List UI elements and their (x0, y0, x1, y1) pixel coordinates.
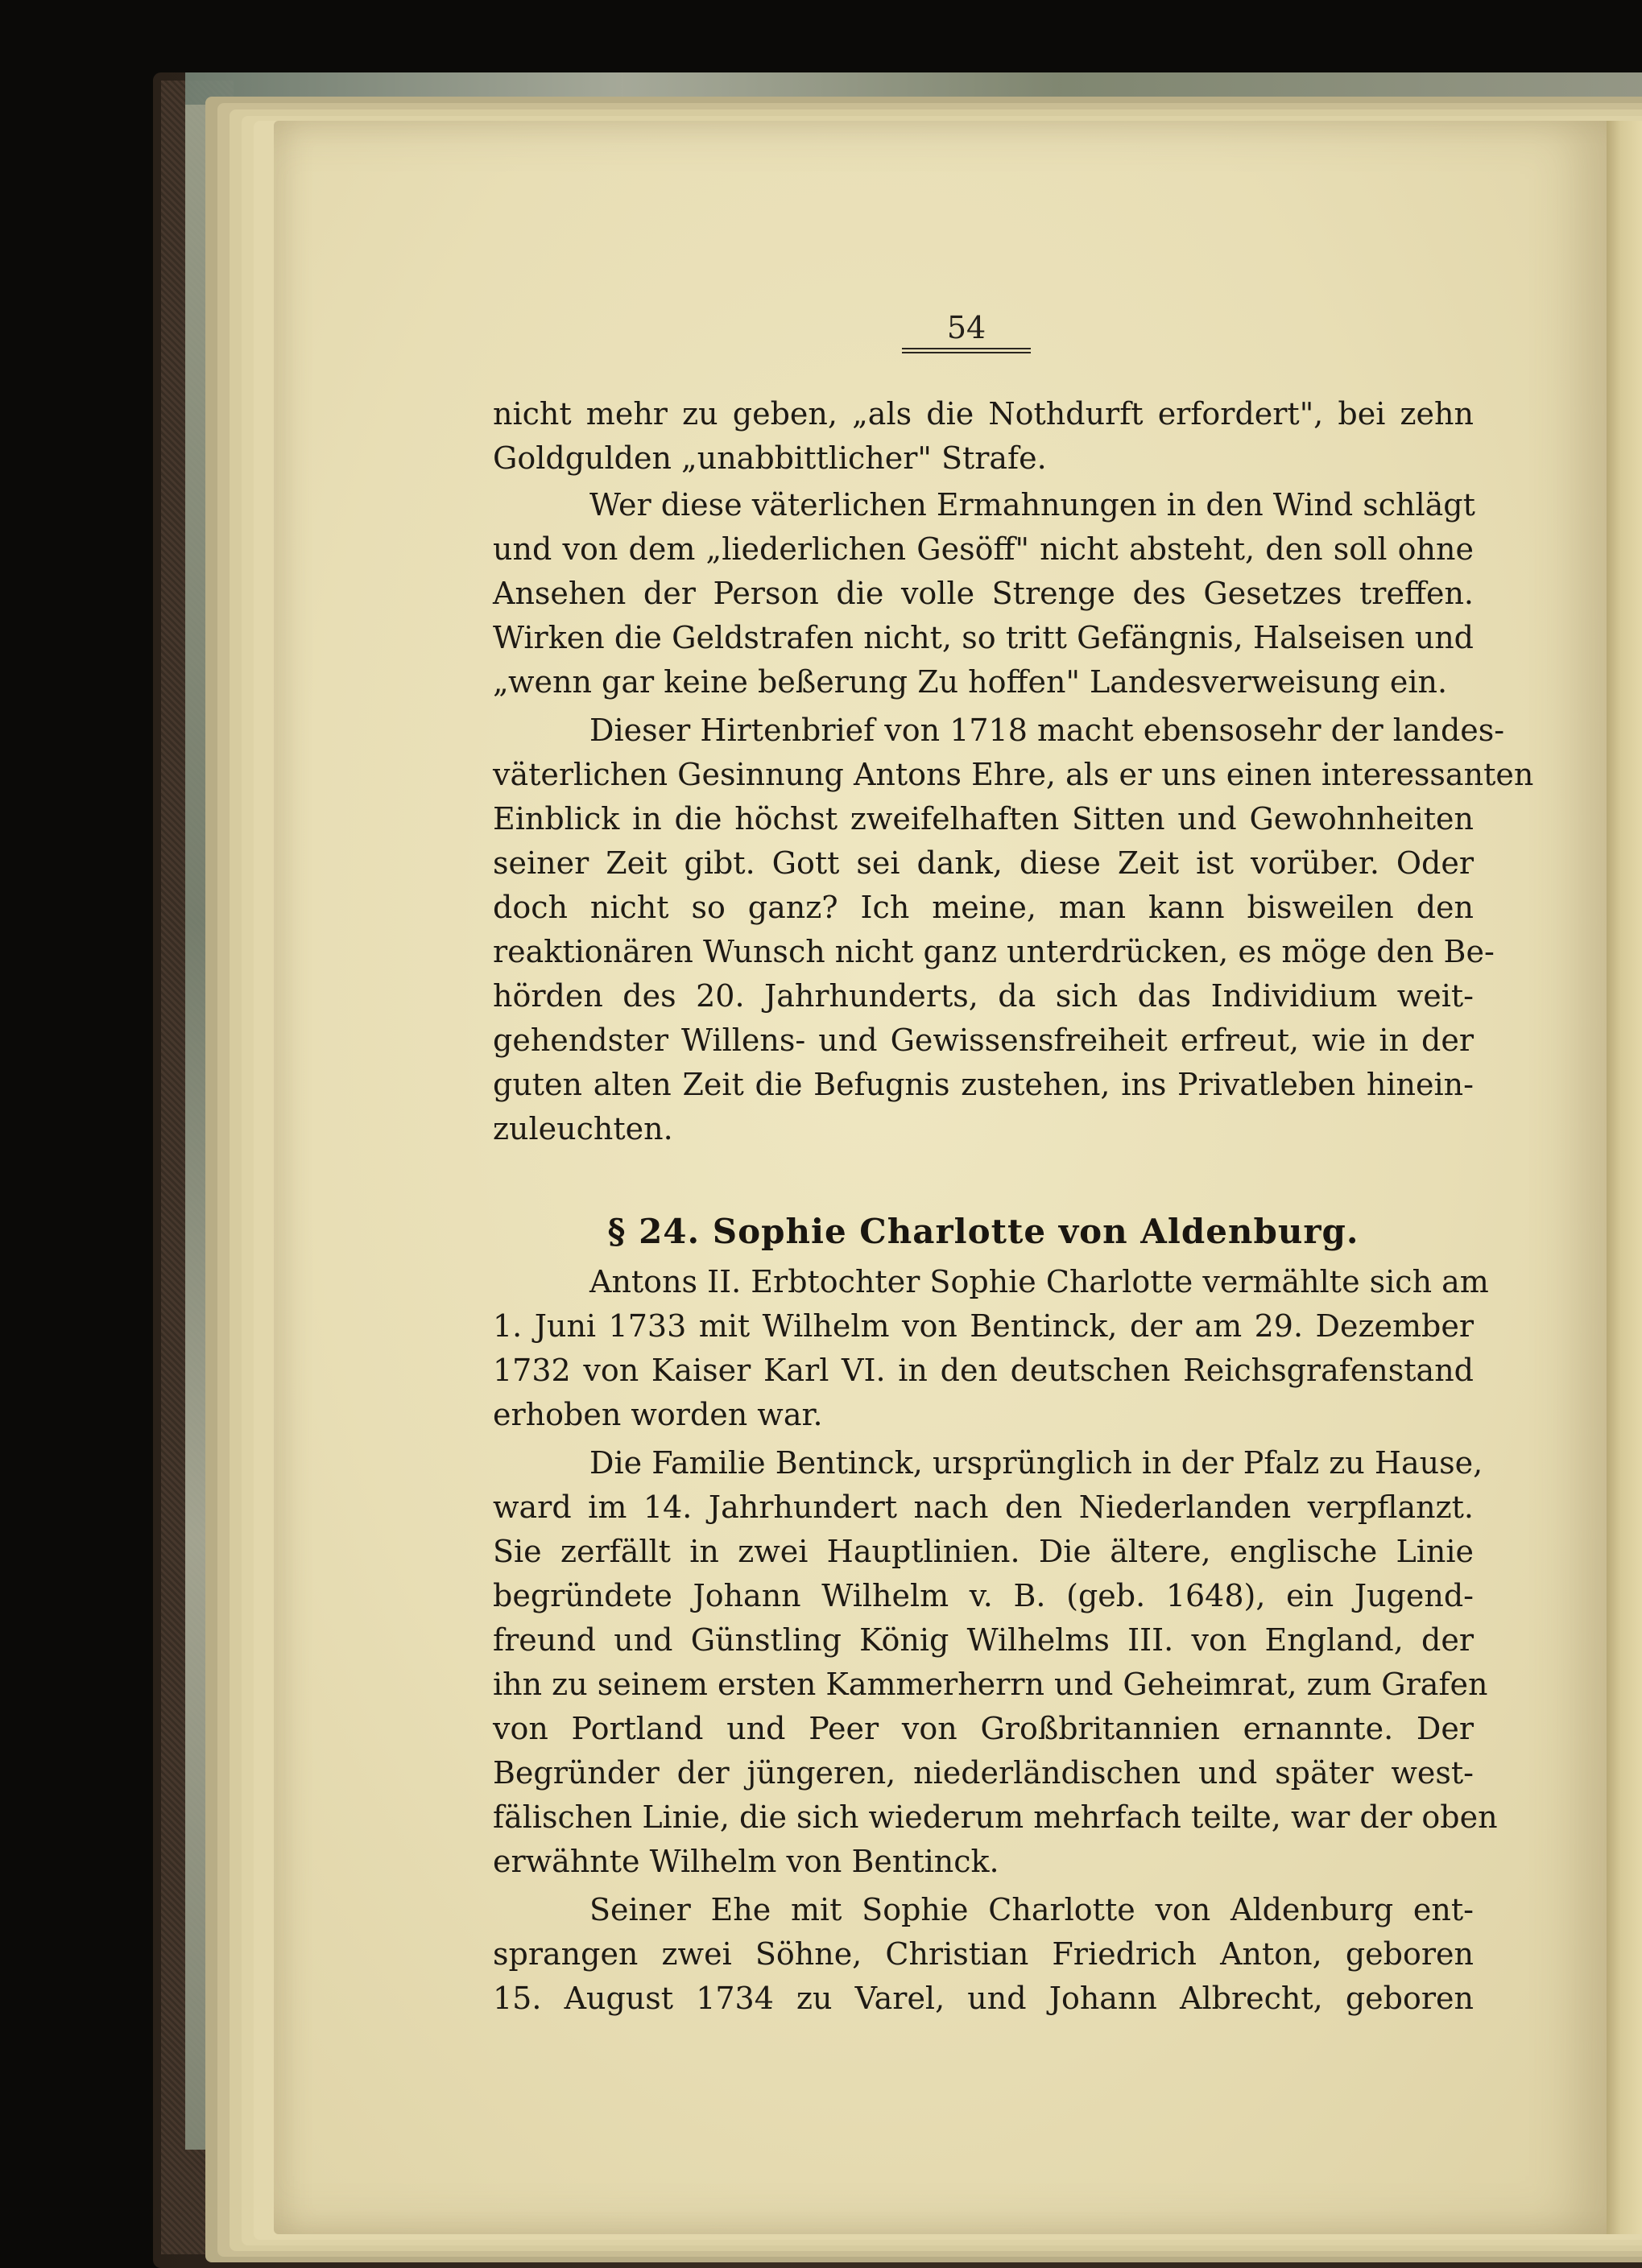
text-line: reaktionären Wunsch nicht ganz unterdrücken, es möge den Be- (493, 934, 1495, 969)
section-heading: § 24. Sophie Charlotte von Aldenburg. (607, 1212, 1359, 1251)
text-line: Antons II. Erbtochter Sophie Charlotte vermählte sich am (589, 1264, 1489, 1299)
text-line: sprangen zwei Söhne, Christian Friedrich Anton, geboren (493, 1936, 1474, 1972)
text-line: väterlichen Gesinnung Antons Ehre, als er uns einen interessanten (493, 757, 1534, 792)
text-line: und von dem „liederlichen Gesöff" nicht absteht, den soll ohne (493, 531, 1474, 567)
text-line: Die Familie Bentinck, ursprünglich in der Pfalz zu Hause, (589, 1445, 1483, 1481)
text-line: begründete Johann Wilhelm v. B. (geb. 1648), ein Jugend- (493, 1578, 1474, 1613)
text-line: erwähnte Wilhelm von Bentinck. (493, 1844, 999, 1879)
text-line: ihn zu seinem ersten Kammerherrn und Geheimrat, zum Grafen (493, 1667, 1488, 1702)
text-line: von Portland und Peer von Großbritannien ernannte. Der (493, 1711, 1474, 1746)
text-line: fälischen Linie, die sich wiederum mehrfach teilte, war der oben (493, 1799, 1498, 1835)
text-line: Goldgulden „unabbittlicher" Strafe. (493, 440, 1047, 476)
text-line: Sie zerfällt in zwei Hauptlinien. Die ältere, englische Linie (493, 1534, 1474, 1569)
text-line: erhoben worden war. (493, 1397, 823, 1432)
text-line: 1732 von Kaiser Karl VI. in den deutschen Reichsgrafenstand (493, 1353, 1474, 1388)
text-line: Ansehen der Person die volle Strenge des Gesetzes treffen. (493, 576, 1474, 611)
text-line: „wenn gar keine beßerung Zu hoffen" Landesverweisung ein. (493, 664, 1448, 700)
text-line: nicht mehr zu geben, „als die Nothdurft erfordert", bei zehn (493, 396, 1474, 432)
text-line: Begründer der jüngeren, niederländischen und später west- (493, 1755, 1474, 1791)
text-line: 1. Juni 1733 mit Wilhelm von Bentinck, der am 29. Dezember (493, 1308, 1474, 1344)
text-line: hörden des 20. Jahrhunderts, da sich das Individium weit- (493, 978, 1474, 1014)
text-line: guten alten Zeit die Befugnis zustehen, ins Privatleben hinein- (493, 1067, 1474, 1102)
text-line: zuleuchten. (493, 1111, 673, 1146)
text-line: 15. August 1734 zu Varel, und Johann Albrecht, geboren (493, 1981, 1474, 2016)
text-line: doch nicht so ganz? Ich meine, man kann bisweilen den (493, 890, 1474, 925)
text-line: Dieser Hirtenbrief von 1718 macht ebensosehr der landes- (589, 713, 1505, 748)
text-line: ward im 14. Jahrhundert nach den Niederlanden verpflanzt. (493, 1489, 1474, 1525)
page-gutter (1607, 121, 1642, 2234)
text-line: Wer diese väterlichen Ermahnungen in den Wind schlägt (589, 487, 1475, 523)
text-line: gehendster Willens- und Gewissensfreiheit erfreut, wie in der (493, 1022, 1474, 1058)
text-line: seiner Zeit gibt. Gott sei dank, diese Zeit ist vorüber. Oder (493, 845, 1474, 881)
text-line: Wirken die Geldstrafen nicht, so tritt Gefängnis, Halseisen und (493, 620, 1474, 655)
text-line: freund und Günstling König Wilhelms III. von England, der (493, 1622, 1474, 1658)
text-line: Einblick in die höchst zweifelhaften Sitten und Gewohnheiten (493, 801, 1474, 837)
text-line: Seiner Ehe mit Sophie Charlotte von Aldenburg ent- (589, 1892, 1474, 1927)
page-number-rule (902, 348, 1031, 349)
page-number: 54 (946, 310, 986, 345)
